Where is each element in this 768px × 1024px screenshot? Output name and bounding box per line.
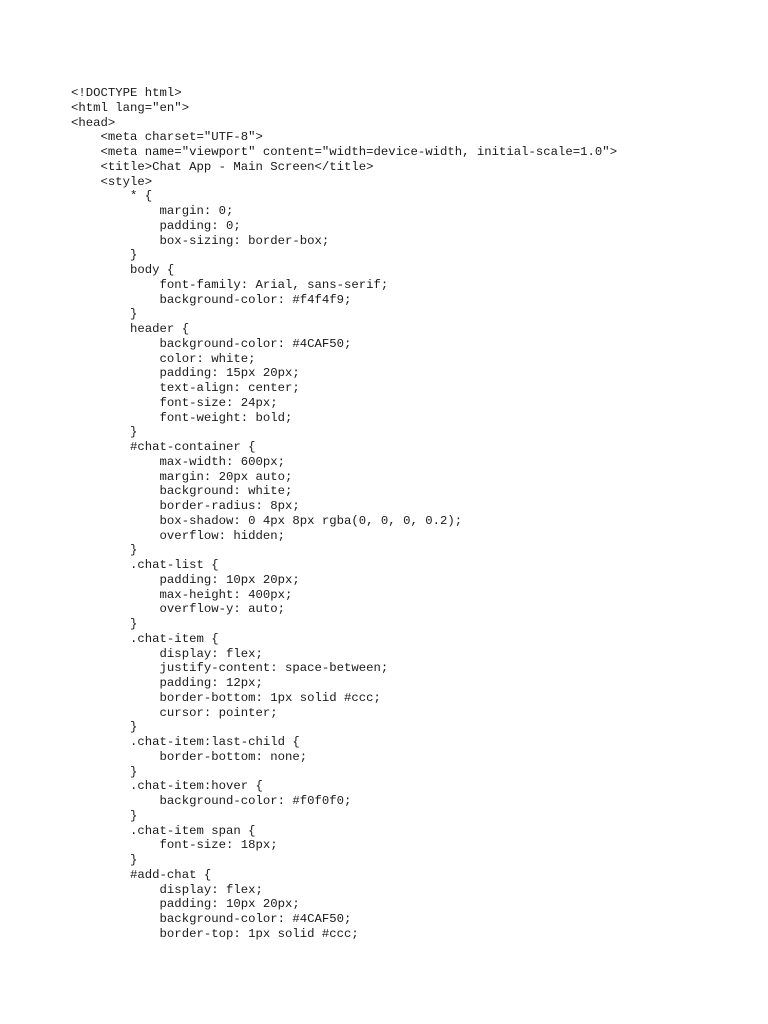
- code-line: border-radius: 8px;: [71, 499, 300, 513]
- code-line: max-height: 400px;: [71, 587, 293, 602]
- code-line: }: [71, 764, 138, 779]
- code-line: margin: 0;: [71, 204, 234, 218]
- code-line: #chat-container {: [71, 440, 256, 454]
- code-line: #add-chat {: [71, 867, 212, 882]
- code-line: padding: 10px 20px;: [71, 897, 300, 912]
- code-line: text-align: center;: [71, 381, 300, 395]
- code-line: }: [71, 617, 138, 631]
- code-line: justify-content: space-between;: [71, 661, 389, 676]
- code-line: font-size: 18px;: [71, 838, 278, 853]
- code-line: color: white;: [71, 351, 256, 366]
- code-line: <title>Chat App - Main Screen</title>: [71, 159, 374, 174]
- code-line: .chat-item {: [71, 631, 219, 646]
- code-line: background: white;: [71, 484, 293, 499]
- code-line: background-color: #f0f0f0;: [71, 794, 352, 808]
- code-line: padding: 0;: [71, 218, 241, 233]
- code-line: <html lang="en">: [71, 100, 190, 115]
- code-line: padding: 10px 20px;: [71, 572, 300, 587]
- code-line: * {: [71, 189, 153, 204]
- code-line: padding: 12px;: [71, 676, 263, 690]
- code-line: background-color: #4CAF50;: [71, 912, 352, 926]
- code-line: }: [71, 853, 138, 867]
- code-line: border-bottom: 1px solid #ccc;: [71, 690, 381, 705]
- code-line: <style>: [71, 174, 153, 189]
- code-line: box-shadow: 0 4px 8px rgba(0, 0, 0, 0.2);: [71, 513, 463, 528]
- code-line: cursor: pointer;: [71, 705, 278, 720]
- code-line: }: [71, 543, 138, 558]
- code-line: }: [71, 720, 138, 735]
- code-line: <!DOCTYPE html>: [71, 86, 182, 100]
- code-line: overflow-y: auto;: [71, 602, 286, 617]
- code-line: overflow: hidden;: [71, 528, 286, 543]
- code-line: body {: [71, 263, 175, 277]
- code-line: }: [71, 248, 138, 263]
- code-line: margin: 20px auto;: [71, 469, 293, 484]
- code-line: }: [71, 808, 138, 823]
- code-line: .chat-item span {: [71, 823, 256, 838]
- code-line: background-color: #f4f4f9;: [71, 292, 352, 307]
- code-line: .chat-item:hover {: [71, 779, 263, 794]
- code-line: .chat-list {: [71, 558, 219, 572]
- code-line: box-sizing: border-box;: [71, 233, 330, 248]
- code-block: [71, 86, 617, 942]
- code-line: }: [71, 307, 138, 322]
- code-line: display: flex;: [71, 646, 263, 661]
- code-line: header {: [71, 322, 190, 336]
- code-line: }: [71, 425, 138, 440]
- code-line: font-size: 24px;: [71, 395, 278, 410]
- code-line: max-width: 600px;: [71, 454, 286, 469]
- code-line: border-top: 1px solid #ccc;: [71, 926, 359, 941]
- code-line: <head>: [71, 115, 116, 130]
- code-line: .chat-item:last-child {: [71, 735, 300, 749]
- code-line: <meta name="viewport" content="width=device-width, initial-scale=1.0">: [71, 145, 618, 159]
- code-line: display: flex;: [71, 882, 263, 897]
- code-line: <meta charset="UTF-8">: [71, 130, 263, 145]
- code-line: font-family: Arial, sans-serif;: [71, 277, 389, 292]
- code-line: background-color: #4CAF50;: [71, 336, 352, 351]
- code-line: border-bottom: none;: [71, 749, 308, 764]
- code-line: font-weight: bold;: [71, 410, 293, 425]
- code-line: padding: 15px 20px;: [71, 366, 300, 381]
